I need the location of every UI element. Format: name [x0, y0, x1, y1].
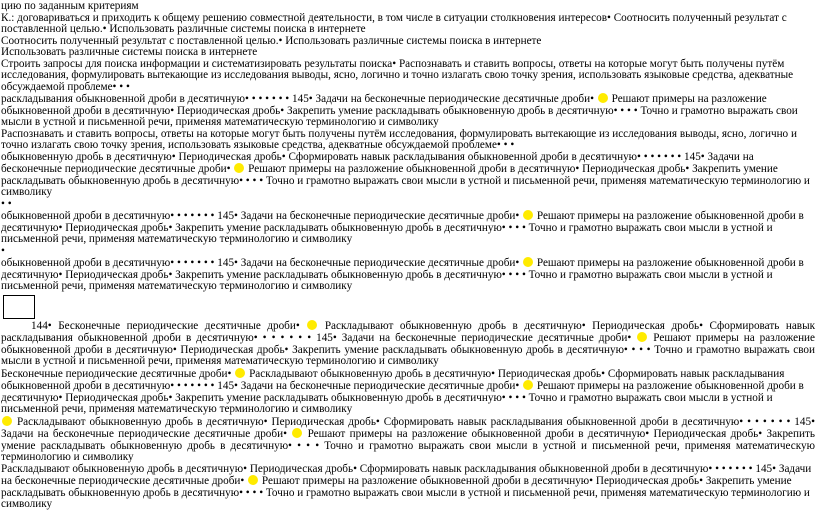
highlight-dot-icon: [523, 380, 533, 390]
text-line: • •: [1, 197, 12, 210]
highlight-dot-icon: [307, 320, 317, 330]
text-span: обыкновенной дроби в десятичную• • • • • • • 145• Задачи на бесконечные периодические десятичные дроби•: [1, 210, 520, 222]
text-paragraph: [1, 416, 815, 464]
text-span: Раскладывают обыкновенную дробь в десятичную• Периодическая дробь• Сформировать навык раскладывания обыкновенной дроби в десятичную• • • • • • • 145• Задачи на бесконечные периодические десятичные дроби•: [1, 415, 816, 440]
text-paragraph: [1, 368, 815, 416]
text-line: Соотносить полученный результат с поставленной целью.• Использовать различные системы поиска в интернете: [1, 34, 542, 47]
highlight-dot-icon: [292, 428, 302, 438]
text-span: Решают примеры на разложение обыкновенной дроби в десятичную• Периодическая дробь• Закрепить умение раскладывать обыкновенную дробь в десятичную• • • • Точно и грамотно выражать свои мысли в устной и письменной речи, применяя математическую терминологию и символику: [1, 380, 804, 415]
text-span: раскладывания обыкновенной дроби в десятичную• • • • • • • 145• Задачи на бесконечные периодические десятичные дроби•: [1, 93, 595, 105]
text-paragraph: [1, 93, 815, 129]
text-span: Решают примеры на разложение обыкновенной дроби в десятичную• Периодическая дробь• Закрепить умение раскладывать обыкновенную дробь в десятичную• • • • Точно и грамотно выражать свои мысли в устной и письменной речи, применяя математическую терминологию и символику: [1, 210, 804, 245]
text-span: Решают примеры на разложение обыкновенной дроби в десятичную• Периодическая дробь• Закрепить умение раскладывать обыкновенную дробь в десятичную• • • • Точно и грамотно выражать свои мысли в устной и письменной речи, применяя математическую терминологию и символику: [1, 332, 816, 367]
empty-table-cell: [3, 295, 35, 319]
highlight-dot-icon: [523, 210, 533, 220]
text-line: К.: договариваться и приходить к общему решению совместной деятельности, в том числе в ситуации столкновения интересов• Соотносить полученный результат с поставленной целью.• Использовать различные системы поиска в интернете: [1, 11, 787, 35]
text-span: обыкновенную дробь в десятичную• Периодическая дробь• Сформировать навык раскладывания обыкновенной дроби в десятичную• • • • • • • 145• Задачи на бесконечные периодические десятичные дроби•: [1, 150, 754, 175]
highlight-dot-icon: [523, 257, 533, 267]
text-span: Бесконечные периодические десятичные дроби•: [1, 367, 232, 380]
text-span: Решают примеры на разложение обыкновенной дроби в десятичную• Периодическая дробь• Закрепить умение раскладывать обыкновенную дробь в десятичную• • • • Точно и грамотно выражать свои мысли в устной и письменной речи, применяя математическую терминологию и символику: [1, 163, 810, 198]
text-span: обыкновенной дроби в десятичную• • • • • • • 145• Задачи на бесконечные периодические десятичные дроби•: [1, 257, 520, 269]
text-paragraph: [1, 257, 815, 293]
text-span: Решают примеры на разложение обыкновенной дроби в десятичную• Периодическая дробь• Закрепить умение раскладывать обыкновенную дробь в десятичную• • • • Точно и грамотно выражать свои мысли в устной и письменной речи, применяя математическую терминологию и символику: [1, 93, 798, 128]
text-span: Решают примеры на разложение обыкновенной дроби в десятичную• Периодическая дробь• Закрепить умение раскладывать обыкновенную дробь в десятичную• • • • Точно и грамотно выражать свои мысли в устной и письменной речи, применяя математическую терминологию и символику: [1, 475, 810, 510]
text-paragraph: [1, 152, 815, 199]
text-paragraph: [1, 320, 815, 368]
highlight-dot-icon: [637, 332, 647, 342]
highlight-dot-icon: [2, 416, 12, 426]
highlight-dot-icon: [248, 475, 258, 485]
text-span: Решают примеры на разложение обыкновенной дроби в десятичную• Периодическая дробь• Закрепить умение раскладывать обыкновенную дробь в десятичную• • • • Точно и грамотно выражать свои мысли в устной и письменной речи, применяя математическую терминологию и символику: [1, 428, 815, 463]
highlight-dot-icon: [598, 93, 608, 103]
text-line: цию по заданным критериям: [1, 0, 139, 12]
text-paragraph: [1, 464, 815, 511]
text-span: Раскладывают обыкновенную дробь в десятичную• Периодическая дробь• Сформировать навык раскладывания обыкновенной дроби в десятичную• • • • • • • 145• Задачи на бесконечные периодические десятичные дроби•: [1, 367, 785, 392]
highlight-dot-icon: [235, 368, 245, 378]
text-span: Раскладывают обыкновенную дробь в десятичную• Периодическая дробь• Сформировать навык раскладывания обыкновенной дроби в десятичную• • • • • • • 145• Задачи на бесконечные периодические десятичные дроби•: [1, 319, 816, 344]
text-span: Решают примеры на разложение обыкновенной дроби в десятичную• Периодическая дробь• Закрепить умение раскладывать обыкновенную дробь в десятичную• • • • Точно и грамотно выражать свои мысли в устной и письменной речи, применяя математическую терминологию и символику: [1, 257, 804, 292]
text-span: Раскладывают обыкновенную дробь в десятичную• Периодическая дробь• Сформировать навык раскладывания обыкновенной дроби в десятичную• • • • • • • 145• Задачи на бесконечные периодические десятичные дроби•: [1, 462, 812, 487]
text-span: 144• Бесконечные периодические десятичные дроби•: [31, 319, 300, 332]
text-paragraph: [1, 210, 815, 246]
highlight-dot-icon: [234, 163, 244, 173]
text-line: Распознавать и ставить вопросы, ответы на которые могут быть получены путём исследования, формулировать вытекающие из исследования выводы, ясно, логично и точно излагать свою точку зрения, использовать языковые средства, адекватные обсуждаемой проблеме• • •: [1, 127, 797, 151]
text-line: •: [1, 244, 5, 257]
text-line: Использовать различные системы поиска в интернете: [1, 46, 258, 58]
text-line: Строить запросы для поиска информации и систематизировать результаты поиска• Распознавать и ставить вопросы, ответы на которые могут быть получены путём исследования, формулировать вытекающие из исследования выводы, ясно, логично и точно излагать свою точку зрения, использовать языковые средства, адекватные обсуждаемой проблеме• • •: [1, 57, 794, 93]
